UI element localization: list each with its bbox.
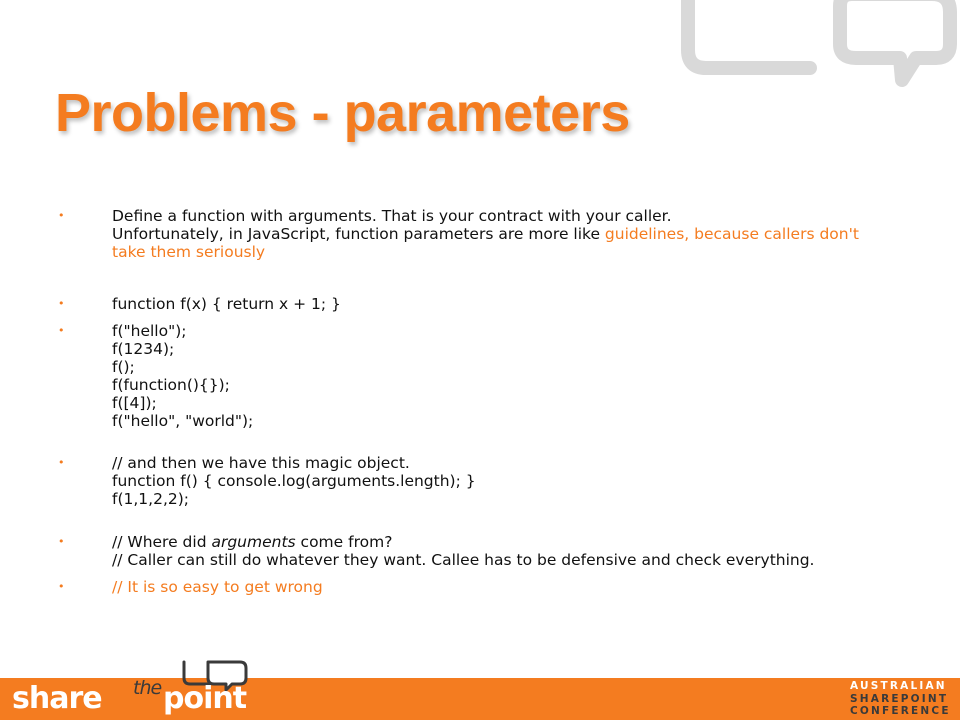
bullet-line: f(1234);: [112, 340, 175, 358]
bullet-line: // It is so easy to get wrong: [112, 578, 323, 596]
bullet-line: // Caller can still do whatever they want. Callee has to be defensive and check everything.: [112, 551, 815, 569]
bullet-line: f("hello");: [112, 322, 187, 340]
bullet-dot-icon: •: [58, 324, 65, 337]
bullet-line: // Where did arguments come from?: [112, 533, 393, 551]
bullet-line: // and then we have this magic object.: [112, 454, 410, 472]
logo-the: the: [133, 677, 162, 699]
bullet-line: Unfortunately, in JavaScript, function parameters are more like guidelines, because callers don't: [112, 225, 859, 243]
bullet-item: [112, 533, 912, 569]
bullet-line: f();: [112, 358, 135, 376]
bullet-item: [112, 578, 912, 596]
conference-line: AUSTRALIAN: [850, 680, 947, 692]
speech-bubbles-icon: [670, 0, 960, 90]
conference-line: SHAREPOINT: [850, 692, 949, 705]
bullet-dot-icon: •: [58, 456, 65, 469]
bullet-line: Define a function with arguments. That is your contract with your caller.: [112, 207, 672, 225]
bullet-item: [112, 454, 912, 508]
logo-share: share: [12, 681, 102, 716]
bullet-dot-icon: •: [58, 297, 65, 310]
logo-point: point: [163, 681, 247, 716]
conference-line: CONFERENCE: [850, 705, 951, 717]
bullet-item: [112, 295, 912, 313]
bullet-line: f("hello", "world");: [112, 412, 254, 430]
bullet-dot-icon: •: [58, 580, 65, 593]
bullet-line: f(function(){});: [112, 376, 230, 394]
conference-logo: [850, 680, 951, 718]
bullet-line: f([4]);: [112, 394, 157, 412]
bullet-line: take them seriously: [112, 243, 266, 261]
bullet-line: f(1,1,2,2);: [112, 490, 190, 508]
bullet-item: [112, 207, 912, 261]
bullet-item: [112, 322, 912, 430]
bullet-dot-icon: •: [58, 209, 65, 222]
slide-title: Problems - parameters: [55, 83, 630, 143]
bullet-dot-icon: •: [58, 535, 65, 548]
bullet-line: function f(x) { return x + 1; }: [112, 295, 341, 313]
bullet-line: function f() { console.log(arguments.length); }: [112, 472, 476, 490]
